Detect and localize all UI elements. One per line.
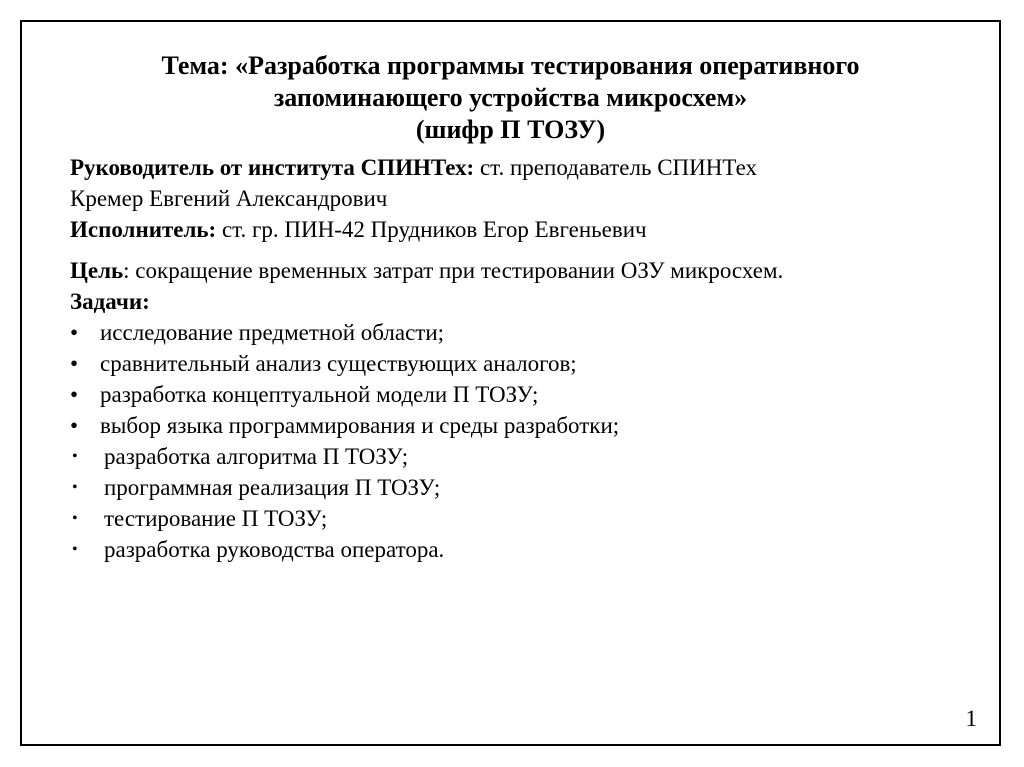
task-list [70,317,950,565]
goal-value: : сокращение временных затрат при тестировании ОЗУ микросхем. [123,258,784,283]
title-line-2: запоминающего устройства микросхем» [273,83,748,112]
bullet-icon: • [72,448,78,465]
list-item [70,348,950,379]
list-item [70,503,950,534]
executor-line [70,214,950,245]
bullet-icon: • [70,320,79,345]
slide-title [22,50,999,146]
slide-content [70,152,950,565]
supervisor-name: Кремер Евгений Александрович [70,186,388,211]
slide-frame [20,20,1001,746]
task-text: сравнительный анализ существующих аналогов; [100,351,577,376]
bullet-icon: • [70,382,79,407]
task-text: разработка концептуальной модели П ТОЗУ; [100,382,539,407]
tasks-label: Задачи: [70,289,150,314]
task-text: разработка алгоритма П ТОЗУ; [104,444,409,469]
bullet-icon: • [72,510,78,527]
supervisor-label: Руководитель от института СПИНТех: [70,155,475,180]
spacer [70,245,950,255]
list-item [70,472,950,503]
task-text: выбор языка программирования и среды разработки; [100,413,620,438]
bullet-icon: • [70,413,79,438]
list-item [70,441,950,472]
list-item [70,534,950,565]
task-text: исследование предметной области; [100,320,445,345]
bullet-icon: • [72,479,78,496]
bullet-icon: • [70,351,79,376]
list-item [70,379,950,410]
bullet-icon: • [72,541,78,558]
list-item [70,410,950,441]
supervisor-value: ст. преподаватель СПИНТех [474,155,757,180]
title-line-3: (шифр П ТОЗУ) [415,115,606,144]
task-text: программная реализация П ТОЗУ; [104,475,441,500]
goal-line [70,255,950,286]
executor-label: Исполнитель: [70,217,217,242]
supervisor-line [70,152,950,183]
executor-value: ст. гр. ПИН-42 Прудников Егор Евгеньевич [216,217,647,242]
title-line-1: Тема: «Разработка программы тестирования оперативного [161,51,860,80]
goal-label: Цель [70,258,124,283]
task-text: тестирование П ТОЗУ; [104,506,328,531]
list-item [70,317,950,348]
page-number: 1 [965,706,977,731]
task-text: разработка руководства оператора. [104,537,445,562]
